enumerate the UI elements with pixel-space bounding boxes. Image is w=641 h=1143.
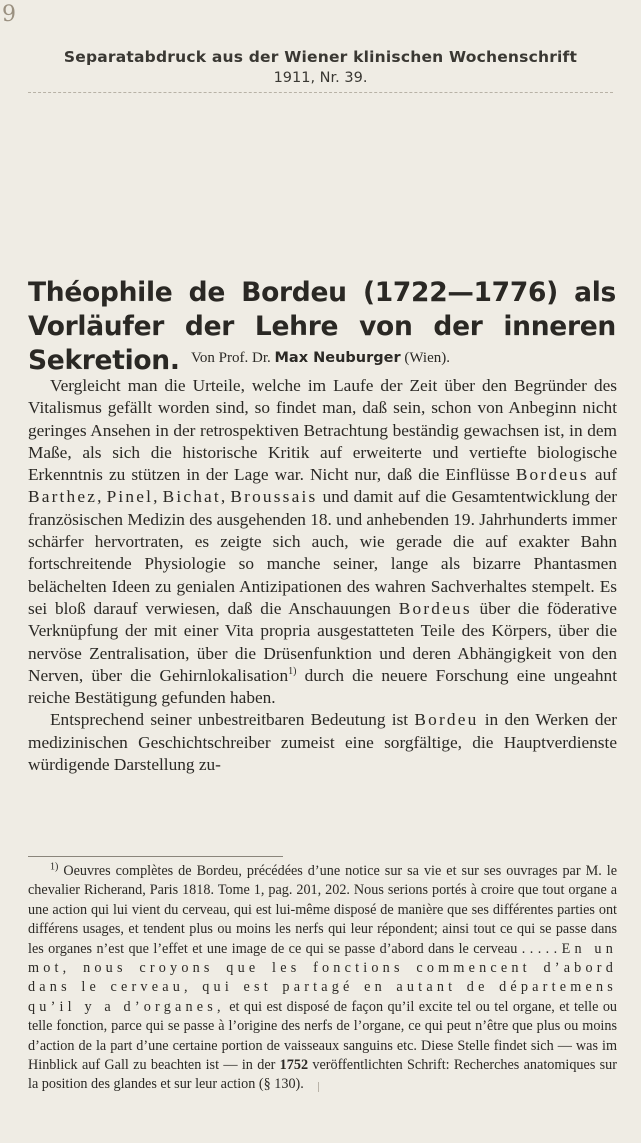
body-text: über die föderative Verknüpfung der mit einer Vita propria ausgestatteten Teile des Körpers, über die nervöse Zentralisation, über die Drüsenfunktion und deren Abhängigkeit von den Nerven, über die Gehirnlokalisation xyxy=(28,598,617,685)
author-prefix: Von Prof. Dr. xyxy=(191,350,271,366)
body-text: Vergleicht man die Urteile, welche im Laufe der Zeit über den Begründer des Vitalismus gefällt worden sind, so findet man, daß sein, schon von Anbeginn nicht geringes Ansehen in der retrospektiven Betrachtung beständig gewachsen ist, in dem Maße, als sich die historische Kritik auf erweiterte und vertiefte biologische Erkenntnis zu stützen in der Lage war. Nicht nur, daß die Einflüsse xyxy=(28,376,617,485)
name-spaced: Barthez xyxy=(28,487,98,507)
name-spaced: Bichat xyxy=(162,487,221,507)
footnote-text: et qui est disposé de façon qu’il excite tel ou tel organe, et telle ou telle fonction, parce qui se passe à l’origine des nerfs de l’organe, ce qui peut n’être que plus ou moins d’action de la part d’une certaine portion de vaisseaux sanguins etc. Diese Stelle findet sich — was im Hinblick auf Gall zu beachten ist — in der xyxy=(28,998,618,1074)
header-rule xyxy=(28,92,613,93)
body-text: in den Werken der medizinischen Geschichtschreiber zumeist eine sorgfältige, die Hauptverdienste würdigende Darstellung zu- xyxy=(28,710,617,775)
author-line xyxy=(0,350,641,367)
body-text: Entsprechend seiner unbestreitbaren Bedeutung ist xyxy=(50,710,409,730)
article-body xyxy=(28,375,617,776)
body-text: durch die neuere Forschung eine ungeahnt reiche Bestätigung gefunden haben. xyxy=(28,665,617,708)
author-location: (Wien). xyxy=(404,350,450,366)
offprint-header: Separatabdruck aus der Wiener klinischen Wochenschrift xyxy=(63,48,578,66)
page-bottom-mark xyxy=(318,1082,321,1092)
author-name: Max Neuburger xyxy=(274,350,401,366)
paragraph-2 xyxy=(28,709,617,776)
name-spaced: Bordeus xyxy=(398,598,472,618)
footnote-rule xyxy=(28,856,283,857)
paragraph-1: Vergleicht man die Urteile, welche im Laufe der Zeit über den Begründer des Vitalismus gefällt worden sind, so findet man, daß sein, schon von Anbeginn nicht geringes Ansehen in der retrospektiven Betrachtung beständig gewachsen ist, in dem Maße, als sich die historische Kritik auf erweiterte und vertiefte biologische Erkenntnis zu stützen in der Lage war. Nicht nur, daß die Einflüsse Bordeus auf Barthez, Pinel, Bichat, Broussais und damit auf die Gesamtentwicklung der französischen Medizin des ausgehenden 18. und anhebenden 19. Jahrhunderts immer schärfer hervortraten, es zeigte sich auch, wie gerade die auf exakter Bahn fortschreitende Physiologie so manche seiner, lange als bizarre Phantasmen belächelten Ideen zu genialen Antizipationen des wahren Sachverhaltes stempelt. Es sei bloß darauf verwiesen, daß die Anschauungen Bordeus über die föderative Verknüpfung der mit einer Vita propria ausgestatteten Teile des Körpers, über die nervöse Zentralisation, über die Drüsenfunktion und deren Abhängigkeit von den Nerven, über die Gehirnlokalisation$^{1)}$ durch die neuere Forschung eine ungeahnt reiche Bestätigung gefunden haben. xyxy=(28,376,618,708)
name-spaced: Bordeu xyxy=(414,710,479,730)
footnote-text: veröffentlichten Schrift: Recherches anatomiques sur la position des glandes et sur leur action (§ 130). xyxy=(28,1057,617,1093)
name-spaced: Bordeus xyxy=(515,465,589,485)
body-text: und damit auf die Gesamtentwicklung der französischen Medizin des ausgehenden 18. und anhebenden 19. Jahrhunderts immer schärfer hervortraten, es zeigte sich auch, wie gerade die auf exakter Bahn fortschreitende Physiologie so manche seiner, lange als bizarre Phantasmen belächelten Ideen zu genialen Antizipationen des wahren Sachverhaltes stempelt. Es sei bloß darauf verwiesen, daß die Anschauungen xyxy=(28,487,618,618)
issue-reference: 1911, Nr. 39. xyxy=(273,70,368,86)
article-title: Théophile de Bordeu (1722—1776) als Vorläufer der Lehre von der inneren Sekretion. xyxy=(28,277,616,376)
name-spaced: Broussais xyxy=(230,487,318,507)
footnote-paragraph xyxy=(28,862,617,1095)
footnote-reference: 1) xyxy=(288,666,297,678)
body-text: auf xyxy=(594,465,617,485)
page-corner-mark: 9 xyxy=(2,2,16,27)
footnote-spaced-text: En un mot, nous croyons que les fonctions commencent d’abord dans le cerveau, qui est partagé en autant de départemens qu’il y a d’organes, xyxy=(28,940,617,1015)
footnote xyxy=(28,862,617,1095)
name-spaced: Pinel xyxy=(106,487,154,507)
footnote-mark: 1) xyxy=(50,861,59,873)
footnote-text: Oeuvres complètes de Bordeu, précédées d’une notice sur sa vie et sur ses ouvrages par M. le chevalier Richerand, Paris 1818. Tome 1, pag. 201, 202. Nous serions portés à croire que tout organe a une action qui lui vient du cerveau, qui est lui-même disposé de manière que ses différentes parties ont différens usages, et tendent plus ou moins les nerfs qui leur répondent; ainsi tout ce qui se passe dans les organes n’est que l’effet et une image de ce qui se passe d’abord dans le cerveau . . . . . xyxy=(28,863,617,957)
footnote-year: 1752 xyxy=(279,1057,309,1074)
